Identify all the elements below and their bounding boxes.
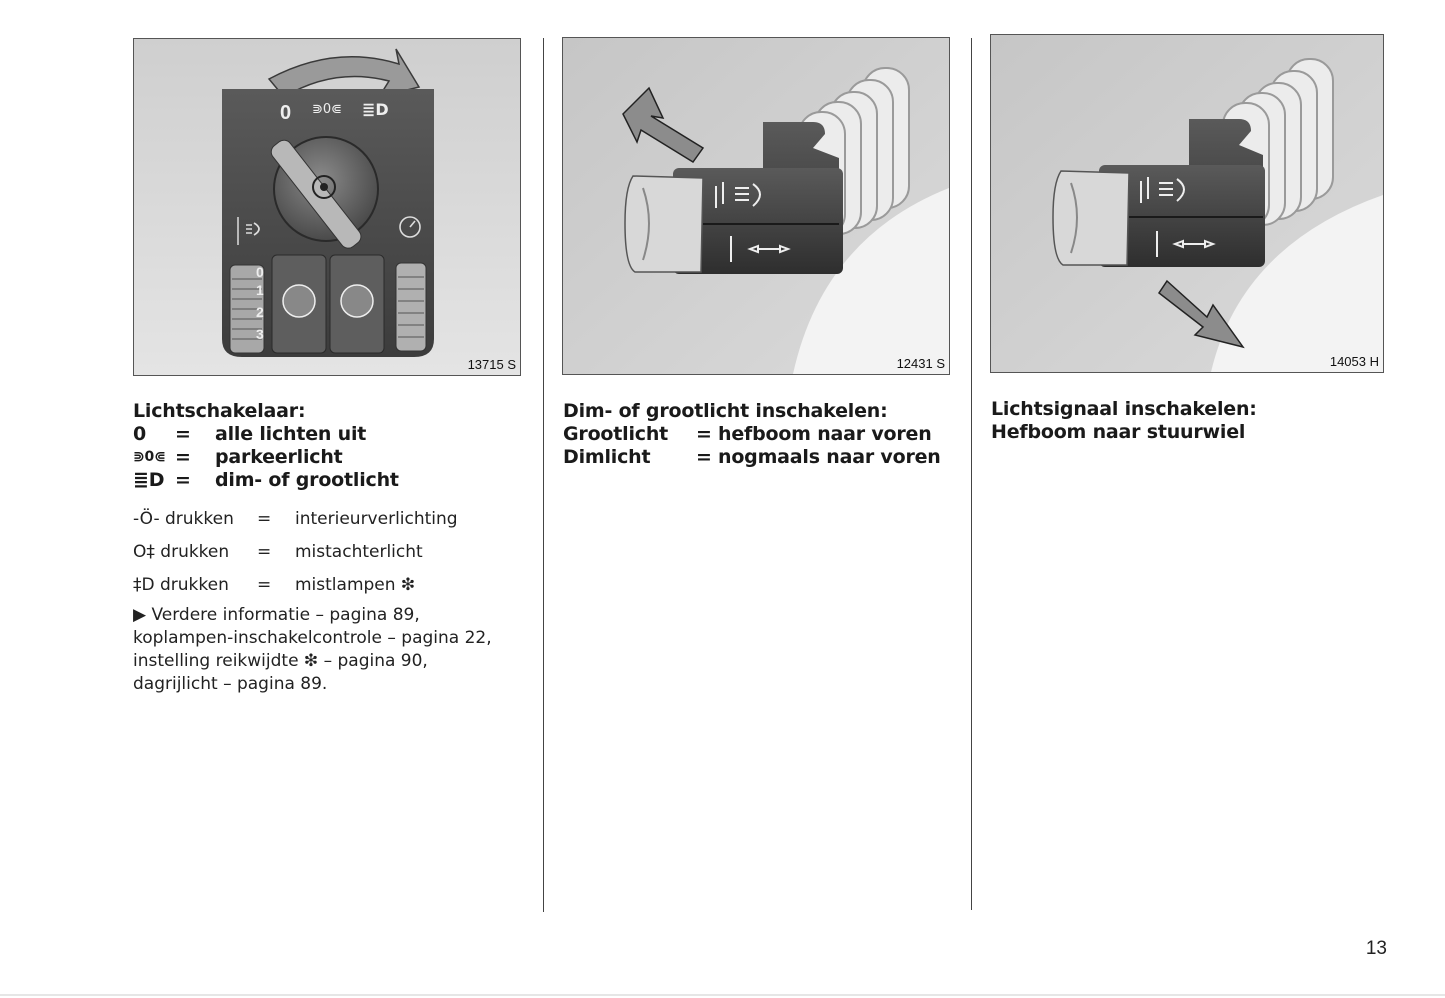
beam-row xyxy=(563,423,941,446)
column-divider-2 xyxy=(971,38,972,910)
note-line: koplampen-inschakelcontrole – pagina 22, xyxy=(133,628,492,648)
button-legend-row xyxy=(133,535,458,568)
legend-equals: = xyxy=(696,446,712,468)
range-label-1: 1 xyxy=(256,282,264,298)
legend-equals: = xyxy=(175,446,191,468)
legend-equals: = xyxy=(175,423,191,445)
range-label-2: 2 xyxy=(256,304,264,320)
button-legend-row xyxy=(133,502,458,535)
legend-text: interieurverlichting xyxy=(295,508,458,529)
stalk-pull-figure xyxy=(990,34,1384,373)
note-line: dagrijlicht – pagina 89. xyxy=(133,674,328,694)
legend-equals: = xyxy=(257,508,272,529)
legend-row xyxy=(133,423,399,446)
legend-equals: = xyxy=(696,423,712,445)
section-heading: Dim- of grootlicht inschakelen: xyxy=(563,400,888,422)
light-switch-section xyxy=(133,400,399,492)
button-legend-row xyxy=(133,568,458,601)
page-bottom-edge xyxy=(0,994,1445,996)
headlight-icon: ≣D xyxy=(133,469,165,491)
beam-row xyxy=(563,446,941,469)
flash-signal-section xyxy=(991,398,1257,444)
fog-lamp-button-label: ‡D drukken xyxy=(133,574,229,595)
section-heading: Lichtsignaal inschakelen: xyxy=(991,398,1257,420)
figure-code: 13715 S xyxy=(467,357,516,372)
light-switch-illustration xyxy=(134,39,520,375)
legend-symbol: 0 xyxy=(133,423,147,445)
legend-row xyxy=(133,469,399,492)
legend-equals: = xyxy=(257,541,272,562)
legend-equals: = xyxy=(257,574,272,595)
legend-text: mistlampen ❇ xyxy=(295,574,416,595)
legend-row xyxy=(133,446,399,469)
legend-text: alle lichten uit xyxy=(215,423,367,445)
parking-light-icon: ⋑0⋐ xyxy=(133,449,166,465)
light-switch-figure xyxy=(133,38,521,376)
section-subheading: Hefboom naar stuurwiel xyxy=(991,421,1246,443)
legend-text: dim- of grootlicht xyxy=(215,469,399,491)
range-label-3: 3 xyxy=(256,326,264,342)
section-heading: Lichtschakelaar: xyxy=(133,400,306,422)
interior-light-button-label: -Ö- drukken xyxy=(133,508,234,529)
beam-switch-section xyxy=(563,400,941,469)
stalk-forward-illustration xyxy=(563,38,949,374)
beam-row-text: hefboom naar voren xyxy=(718,423,932,445)
dial-label-park: ⋑0⋐ xyxy=(312,102,343,117)
column-divider-1 xyxy=(543,38,544,912)
note-line: instelling reikwijdte ❇ – pagina 90, xyxy=(133,651,428,671)
beam-row-label: Dimlicht xyxy=(563,446,651,468)
legend-equals: = xyxy=(175,469,191,491)
beam-row-text: nogmaals naar voren xyxy=(718,446,941,468)
dial-label-beam: ≣D xyxy=(362,100,389,119)
further-info-note xyxy=(133,604,492,696)
page-number: 13 xyxy=(1365,938,1387,959)
note-line: ▶ Verdere informatie – pagina 89, xyxy=(133,605,420,625)
stalk-pull-illustration xyxy=(991,35,1383,372)
rear-fog-button-label: O‡ drukken xyxy=(133,541,230,562)
range-label-0: 0 xyxy=(256,264,264,280)
legend-text: mistachterlicht xyxy=(295,541,423,562)
dial-label-off: 0 xyxy=(280,102,292,124)
stalk-forward-figure xyxy=(562,37,950,375)
figure-code: 12431 S xyxy=(896,356,945,371)
button-legend xyxy=(133,502,458,601)
figure-code: 14053 H xyxy=(1329,354,1379,369)
beam-row-label: Grootlicht xyxy=(563,423,669,445)
legend-text: parkeerlicht xyxy=(215,446,343,468)
